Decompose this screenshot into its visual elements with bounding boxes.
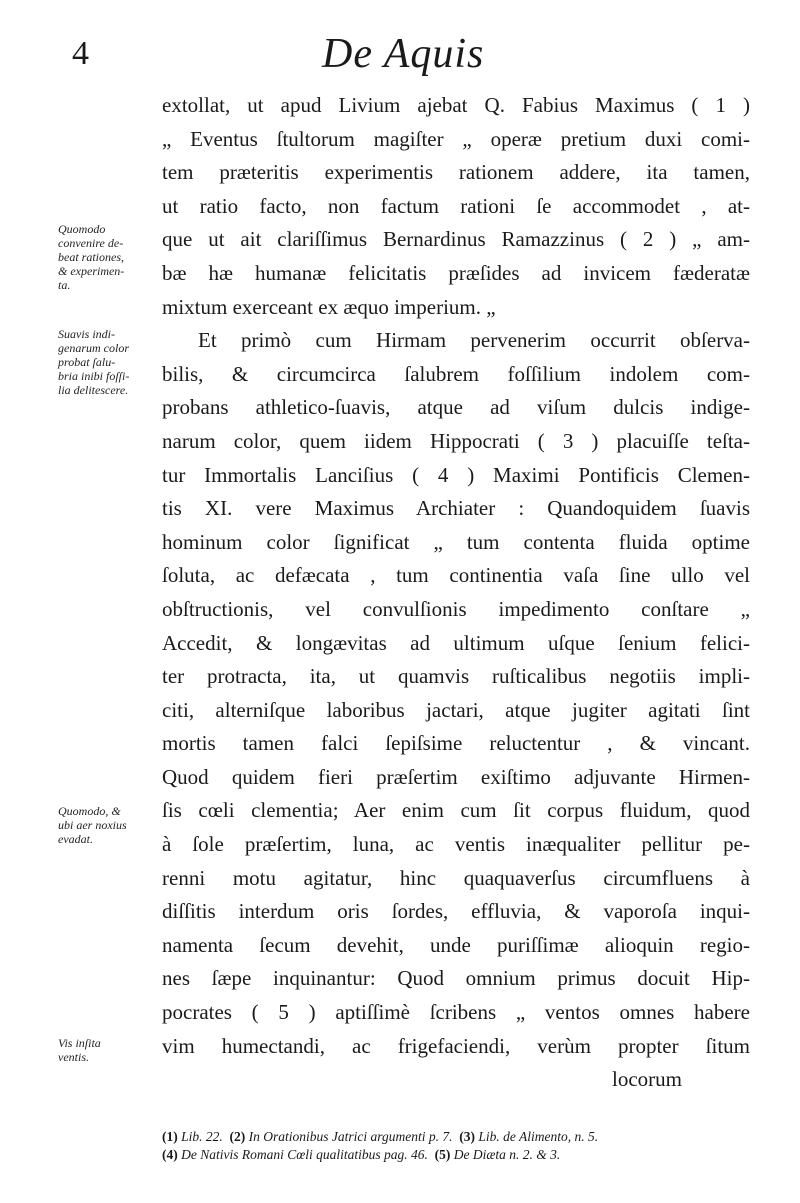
marginal-note: Suavis indi- genarum color probat ſalu- bria inibi foſſi- lia delitescere.: [58, 327, 130, 397]
body-line: ut ratio facto, non factum rationi ſe accommodet , at-: [162, 193, 750, 218]
marginal-note: Vis inſita ventis.: [58, 1036, 101, 1064]
body-line: probans athletico-ſuavis, atque ad viſum dulcis indige-: [162, 395, 750, 420]
body-line: nes ſæpe inquinantur: Quod omnium primus docuit Hip-: [162, 966, 750, 991]
body-line: Accedit, & longævitas ad ultimum uſque ſenium felici-: [162, 630, 750, 655]
body-line: mixtum exerceant ex æquo imperium. „: [162, 294, 496, 319]
page-number: 4: [72, 35, 89, 72]
body-line: citi, alterniſque laboribus jactari, atque jugiter agitati ſint: [162, 697, 750, 722]
marginal-note: Quomodo convenire de- beat rationes, & experimen- ta.: [58, 222, 125, 292]
body-text: [162, 89, 750, 1097]
body-line: namenta ſecum devehit, unde puriſſimæ alioquin regio-: [162, 932, 750, 957]
body-line: tis XI. vere Maximus Archiater : Quandoquidem ſuavis: [162, 496, 750, 521]
marginal-note: Quomodo, & ubi aer noxius evadat.: [58, 804, 127, 846]
body-line: „ Eventus ſtultorum magiſter „ operæ pretium duxi comi-: [162, 126, 750, 151]
body-line: à ſole præſertim, luna, ac ventis inæqualiter pellitur pe-: [162, 832, 750, 857]
page-header: [72, 30, 732, 82]
body-line: que ut ait clariſſimus Bernardinus Ramazzinus ( 2 ) „ am-: [162, 227, 750, 252]
body-line: narum color, quem iidem Hippocrati ( 3 ) placuiſſe teſta-: [162, 428, 750, 453]
running-title: De Aquis: [322, 31, 485, 77]
body-line: Quod quidem fieri præſertim exiſtimo adjuvante Hirmen-: [162, 764, 750, 789]
body-line: bæ hæ humanæ felicitatis præſides ad invicem fæderatæ: [162, 260, 750, 285]
catchword: locorum: [612, 1067, 682, 1092]
body-line: hominum color ſignificat „ tum contenta fluida optime: [162, 529, 750, 554]
footnotes: [162, 1128, 750, 1164]
footnote-line: (4) De Nativis Romani Cœli qualitatibus pag. 46. (5) De Diæta n. 2. & 3.: [162, 1147, 561, 1162]
body-line: renni motu agitatur, hinc quaquaverſus circumfluens à: [162, 865, 750, 890]
body-line: extollat, ut apud Livium ajebat Q. Fabius Maximus ( 1 ): [162, 93, 750, 117]
body-line: mortis tamen falci ſepiſsime reluctentur , & vincant.: [162, 731, 750, 756]
body-line: ter protracta, ita, ut quamvis ruſticalibus negotiis impli-: [162, 664, 750, 689]
body-line: diſſitis interdum oris ſordes, effluvia, & vaporoſa inqui-: [162, 899, 750, 924]
body-line: Et primò cum Hirmam pervenerim occurrit obſerva-: [198, 328, 750, 353]
footnote-line: (1) Lib. 22. (2) In Orationibus Jatrici argumenti p. 7. (3) Lib. de Alimento, n. 5.: [162, 1129, 599, 1144]
body-line: bilis, & circumcirca ſalubrem foſſilium indolem com-: [162, 361, 750, 386]
body-line: tem præteritis experimentis rationem addere, ita tamen,: [162, 160, 750, 185]
body-line: obſtructionis, vel convulſionis impedimento conſtare „: [162, 596, 750, 621]
body-line: pocrates ( 5 ) aptiſſimè ſcribens „ ventos omnes habere: [162, 1000, 750, 1025]
body-line: ſis cœli clementia; Aer enim cum ſit corpus fluidum, quod: [162, 798, 750, 823]
body-line: tur Immortalis Lanciſius ( 4 ) Maximi Pontificis Clemen-: [162, 462, 750, 487]
body-line: vim humectandi, ac frigefaciendi, verùm propter ſitum: [162, 1033, 750, 1058]
body-line: ſoluta, ac defæcata , tum continentia vaſa ſine ullo vel: [162, 563, 750, 588]
